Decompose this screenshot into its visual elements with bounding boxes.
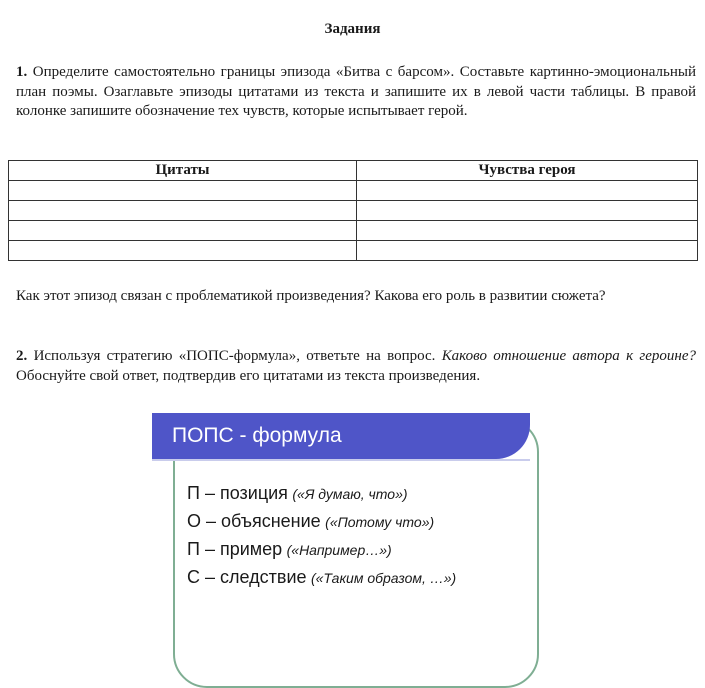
column-header-quotes: Цитаты <box>9 161 357 181</box>
column-header-feelings: Чувства героя <box>357 161 698 181</box>
popc-hint: («Например…») <box>286 542 392 558</box>
popc-item-explanation <box>187 510 456 538</box>
task-2-question: Каково отношение автора к героине? <box>441 348 697 364</box>
table-cell <box>357 181 698 201</box>
popc-hint: («Таким образом, …») <box>310 570 457 586</box>
popc-hint: («Потому что») <box>325 514 435 530</box>
table-cell <box>357 241 698 261</box>
table-row <box>9 201 698 221</box>
popc-term: О – объяснение <box>187 511 321 531</box>
table-cell <box>9 221 357 241</box>
task-2-text-after: Обоснуйте свой ответ, подтвердив его цитатами из текста произведения. <box>16 367 481 384</box>
table-row <box>9 181 698 201</box>
question-text: Как этот эпизод связан с проблематикой произведения? Какова его роль в развитии сюжета? <box>16 288 606 304</box>
popc-item-example <box>187 538 456 566</box>
task-1 <box>16 63 696 122</box>
task-2-number: 2. <box>16 348 28 364</box>
table-row <box>9 221 698 241</box>
quotes-table <box>8 160 698 261</box>
task-2-text-before: Используя стратегию «ПОПС-формула», ответьте на вопрос. <box>33 348 436 364</box>
popc-title-divider <box>152 459 530 461</box>
popc-item-consequence <box>187 566 456 594</box>
table-cell <box>9 181 357 201</box>
table-cell <box>357 221 698 241</box>
page-title: Задания <box>324 21 381 37</box>
table-cell <box>357 201 698 221</box>
popc-formula-title: ПОПС - формула <box>152 413 530 459</box>
popc-term: С – следствие <box>187 567 307 587</box>
table-cell <box>9 201 357 221</box>
task-1-number: 1. <box>16 64 28 80</box>
popc-hint: («Я думаю, что») <box>292 486 408 502</box>
table-cell <box>9 241 357 261</box>
table-header-row <box>9 161 698 181</box>
task-2 <box>16 347 696 386</box>
task-1-text: Определите самостоятельно границы эпизода «Битва с барсом». Составьте картинно-эмоциональный план поэмы. Озаглавьте эпизоды цитатами из текста и запишите их в левой части таблицы. В правой колонке запишите обозначение тех чувств, которые испытывает герой. <box>16 64 696 119</box>
popc-term: П – пример <box>187 539 283 559</box>
table-row <box>9 241 698 261</box>
popc-formula-list <box>187 482 456 594</box>
popc-term: П – позиция <box>187 483 288 503</box>
popc-item-position <box>187 482 456 510</box>
